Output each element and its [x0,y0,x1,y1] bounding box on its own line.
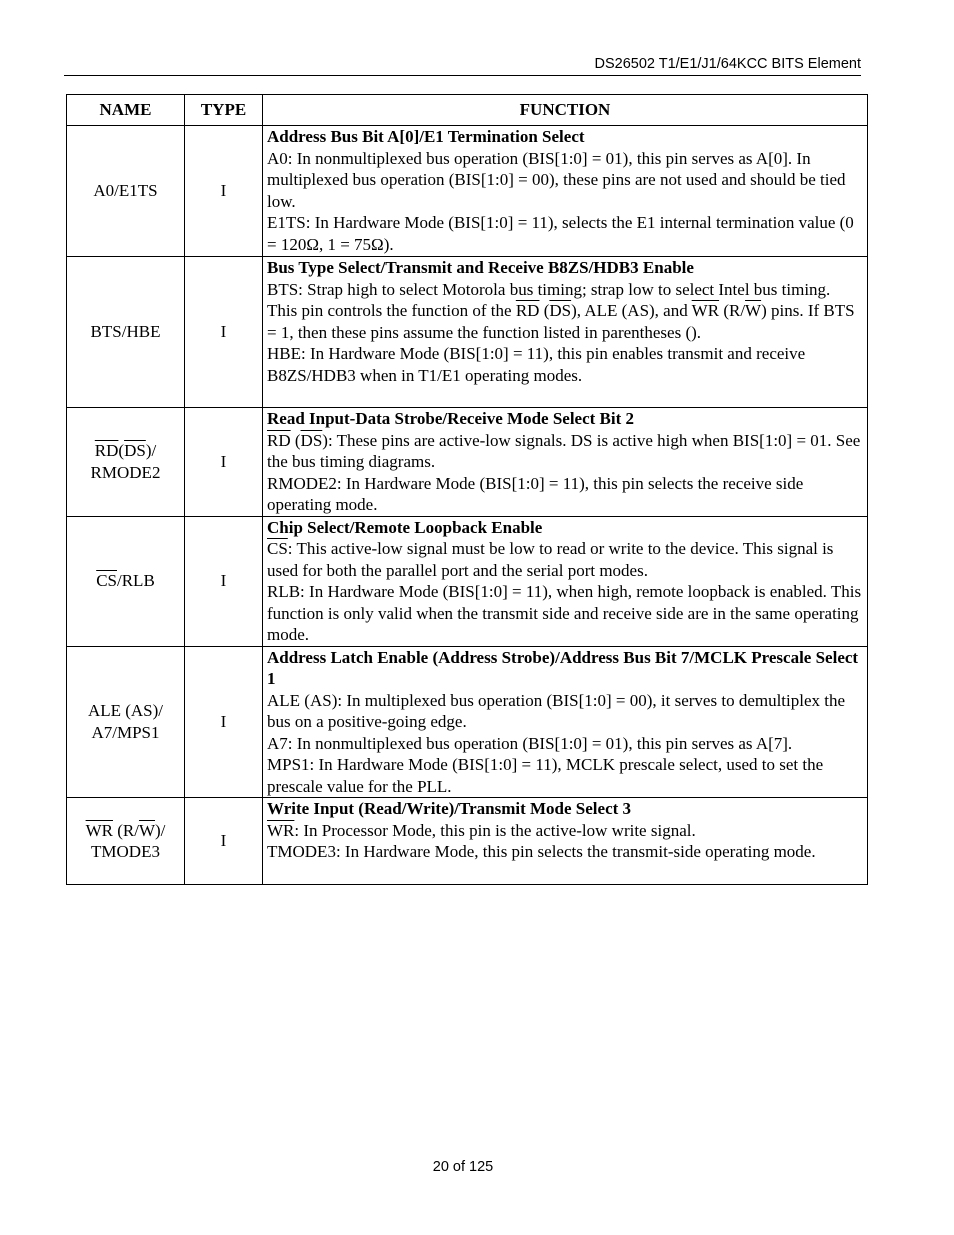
text-segment: ALE (AS): In multiplexed bus operation (BIS[1:0] = 00), it serves to demultiplex the bus on a positive-going edge. [267,690,846,731]
pin-function-cell [263,257,868,408]
pin-name-cell [67,516,185,646]
text-segment: A7: In nonmultiplexed bus operation (BIS[1:0] = 01), this pin serves as A[7]. [267,733,793,753]
pin-type-cell: I [185,646,263,798]
text-segment: A7/MPS1 [91,722,160,742]
pin-type-cell: I [185,408,263,517]
function-description [267,841,863,863]
pin-name-cell [67,408,185,517]
table-row [67,126,868,257]
overlined-signal: $\overline{DS}$ [124,441,146,461]
function-title: Write Input (Read/Write)/Transmit Mode Select 3 [267,799,632,818]
text-segment: A0/E1TS [93,181,158,201]
text-segment: A0: In nonmultiplexed bus operation (BIS[1:0] = 01), this pin serves as A[0]. In multiplexed bus operation (BIS[1:0] = 00), these pins are not used and should be tied low. [267,148,846,211]
pin-type-cell: I [185,126,263,257]
pin-type-cell: I [185,516,263,646]
text-segment: )/ [145,441,157,461]
pin-name-cell [67,798,185,885]
overlined-signal: $\overline{W}$ [745,301,762,320]
function-title: Address Bus Bit A[0]/E1 Termination Select [267,127,585,146]
text-segment: MPS1: In Hardware Mode (BIS[1:0] = 11), MCLK prescale select, used to set the prescale value for the PLL. [267,755,824,796]
pin-name-cell [67,257,185,408]
pin-name-cell [67,646,185,798]
function-description [267,343,863,386]
text-segment: (R/ [112,820,139,840]
text-segment: ( [118,441,125,461]
text-segment: : In Processor Mode, this pin is the active-low write signal. [294,820,696,840]
column-header-type: TYPE [185,95,263,126]
table-row [67,646,868,798]
pin-function-cell [263,126,868,257]
column-header-name: NAME [67,95,185,126]
pin-function-cell [263,646,868,798]
document-title: DS26502 T1/E1/J1/64KCC BITS Element [594,56,861,72]
function-description [267,538,863,581]
text-segment: TMODE3 [91,842,160,861]
table-row [67,408,868,517]
function-title: Bus Type Select/Transmit and Receive B8ZS/HDB3 Enable [267,258,694,277]
text-segment: )/ [155,820,166,840]
text-segment: ), ALE (AS), and [571,301,692,320]
text-segment: RLB: In Hardware Mode (BIS[1:0] = 11), when high, remote loopback is enabled. This function is only valid when the transmit side and receive side are in the same operating mode. [267,582,862,644]
overlined-signal: $\overline{RD}$ [515,301,540,320]
text-segment: BTS: Strap high to select Motorola bus timing; strap low to select Intel bus timing. This pin controls the function of the [267,279,831,320]
pin-type-cell: I [185,257,263,408]
text-segment: : This active-low signal must be low to read or write to the device. This signal is used for both the parallel port and the serial port modes. [267,539,834,580]
function-description [267,473,863,516]
pin-function-cell [263,516,868,646]
function-description [267,820,863,842]
function-description [267,430,863,473]
text-segment: ALE (AS)/ [87,701,164,721]
overlined-signal: $\overline{WR}$ [691,301,720,320]
overlined-signal: $\overline{CS}$ [96,571,117,591]
overlined-signal: $\overline{DS}$ [549,301,572,320]
document-header [64,54,861,76]
function-title: Chip Select/Remote Loopback Enable [267,517,543,537]
function-description [267,754,863,797]
text-segment: RMODE2: In Hardware Mode (BIS[1:0] = 11), this pin selects the receive side operating mode. [267,473,804,514]
function-description [267,212,863,255]
text-segment: E1TS: In Hardware Mode (BIS[1:0] = 11), selects the E1 internal termination value (0 = 120Ω, 1 = 75Ω). [267,213,854,254]
table-row [67,516,868,646]
pin-function-cell [263,408,868,517]
column-header-function: FUNCTION [263,95,868,126]
overlined-signal: $\overline{DS}$ [300,430,323,450]
text-segment: ( [539,301,550,320]
function-description [267,279,863,344]
overlined-signal: $\overline{RD}$ [267,430,291,450]
overlined-signal: $\overline{WR}$ [85,820,113,840]
function-description [267,148,863,213]
text-segment: TMODE3: In Hardware Mode, this pin selects the transmit-side operating mode. [267,842,816,861]
text-segment: /RLB [117,571,155,591]
pin-description-table [66,94,868,885]
page-number: 20 of 125 [432,1159,494,1175]
overlined-signal: $\overline{W}$ [138,820,156,840]
text-segment: HBE: In Hardware Mode (BIS[1:0] = 11), this pin enables transmit and receive B8ZS/HDB3 when in T1/E1 operating modes. [267,344,806,385]
pin-name-cell [67,126,185,257]
text-segment: BTS/HBE [90,322,161,342]
pin-type-cell: I [185,798,263,885]
function-description [267,733,863,755]
function-description [267,581,863,646]
table-body [67,126,868,885]
function-description [267,690,863,733]
text-segment: ) pins. If BTS = 1, then these pins assume the function listed in parentheses (). [267,301,855,342]
table-row [67,798,868,885]
table-header-row [67,95,868,126]
function-title: Read Input-Data Strobe/Receive Mode Select Bit 2 [267,409,635,428]
text-segment: ( [290,430,301,450]
text-segment: ): These pins are active-low signals. DS is active high when BIS[1:0] = 01. See the bus timing diagrams. [267,430,861,471]
text-segment: RMODE2 [90,462,161,482]
table-row [67,257,868,408]
overlined-signal: $\overline{RD}$ [94,441,119,461]
overlined-signal: $\overline{WR}$ [267,820,295,840]
pin-function-cell [263,798,868,885]
text-segment: (R/ [719,301,746,320]
function-title: Address Latch Enable (Address Strobe)/Address Bus Bit 7/MCLK Prescale Select 1 [267,647,859,688]
overlined-signal: $\overline{CS}$ [267,539,288,558]
